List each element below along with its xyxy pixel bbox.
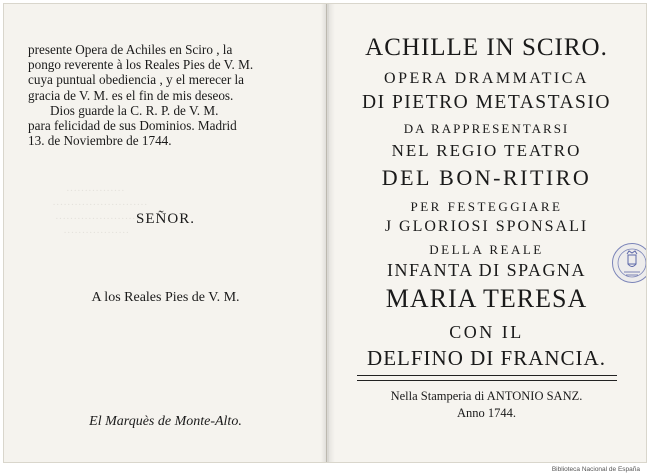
- dedication-paragraph: [28, 42, 310, 148]
- title-line: ACHILLE IN SCIRO.: [365, 34, 608, 61]
- title-line: MARIA TERESA: [385, 284, 588, 313]
- paragraph-line: presente Opera de Achiles en Sciro , la: [28, 42, 233, 57]
- title-line: DELLA REALE: [429, 242, 544, 257]
- paragraph-line: para felicidad de sus Dominios. Madrid: [28, 118, 237, 134]
- library-credit: Biblioteca Nacional de España: [551, 466, 640, 473]
- title-line: NEL REGIO TEATRO: [391, 141, 582, 160]
- paragraph-line: cuya puntual obediencia , y el merecer la: [28, 72, 245, 88]
- book-gutter: [321, 4, 335, 462]
- paragraph-line: gracia de V. M. es el fin de mis deseos.: [28, 87, 234, 103]
- title-line: INFANTA DI SPAGNA: [386, 260, 587, 280]
- imprint-year: Anno 1744.: [456, 406, 517, 420]
- title-line: DI PIETRO METASTASIO: [362, 92, 611, 113]
- paragraph-line: 13. de Noviembre de 1744.: [28, 133, 172, 149]
- left-page: [4, 4, 327, 462]
- paragraph-line: pongo reverente à los Reales Pies de V. M.: [28, 57, 254, 73]
- signer-name: El Marquès de Monte-Alto.: [89, 414, 242, 429]
- paragraph-line: Dios guarde la C. R. P. de V. M.: [50, 102, 219, 118]
- title-line: DEL BON-RITIRO: [381, 165, 592, 190]
- title-line: PER FESTEGGIARE: [410, 199, 563, 214]
- salutation: SEÑOR.: [136, 211, 195, 227]
- library-stamp-icon: [612, 243, 646, 283]
- closing-line: A los Reales Pies de V. M.: [91, 290, 240, 305]
- book-spread: [3, 3, 647, 463]
- title-line: CON IL: [449, 322, 524, 342]
- double-rule-divider: [357, 375, 617, 381]
- bleed-through-text: ················ ·························· ······················· ··················: [52, 185, 148, 239]
- right-page: [327, 4, 646, 462]
- title-line: OPERA DRAMMATICA: [384, 70, 589, 87]
- title-line: DA RAPPRESENTARSI: [403, 121, 570, 136]
- title-line: DELFINO DI FRANCIA.: [367, 346, 606, 370]
- imprint-line: Nella Stamperia di ANTONIO SANZ.: [390, 389, 583, 403]
- title-line: J GLORIOSI SPONSALI: [384, 218, 589, 235]
